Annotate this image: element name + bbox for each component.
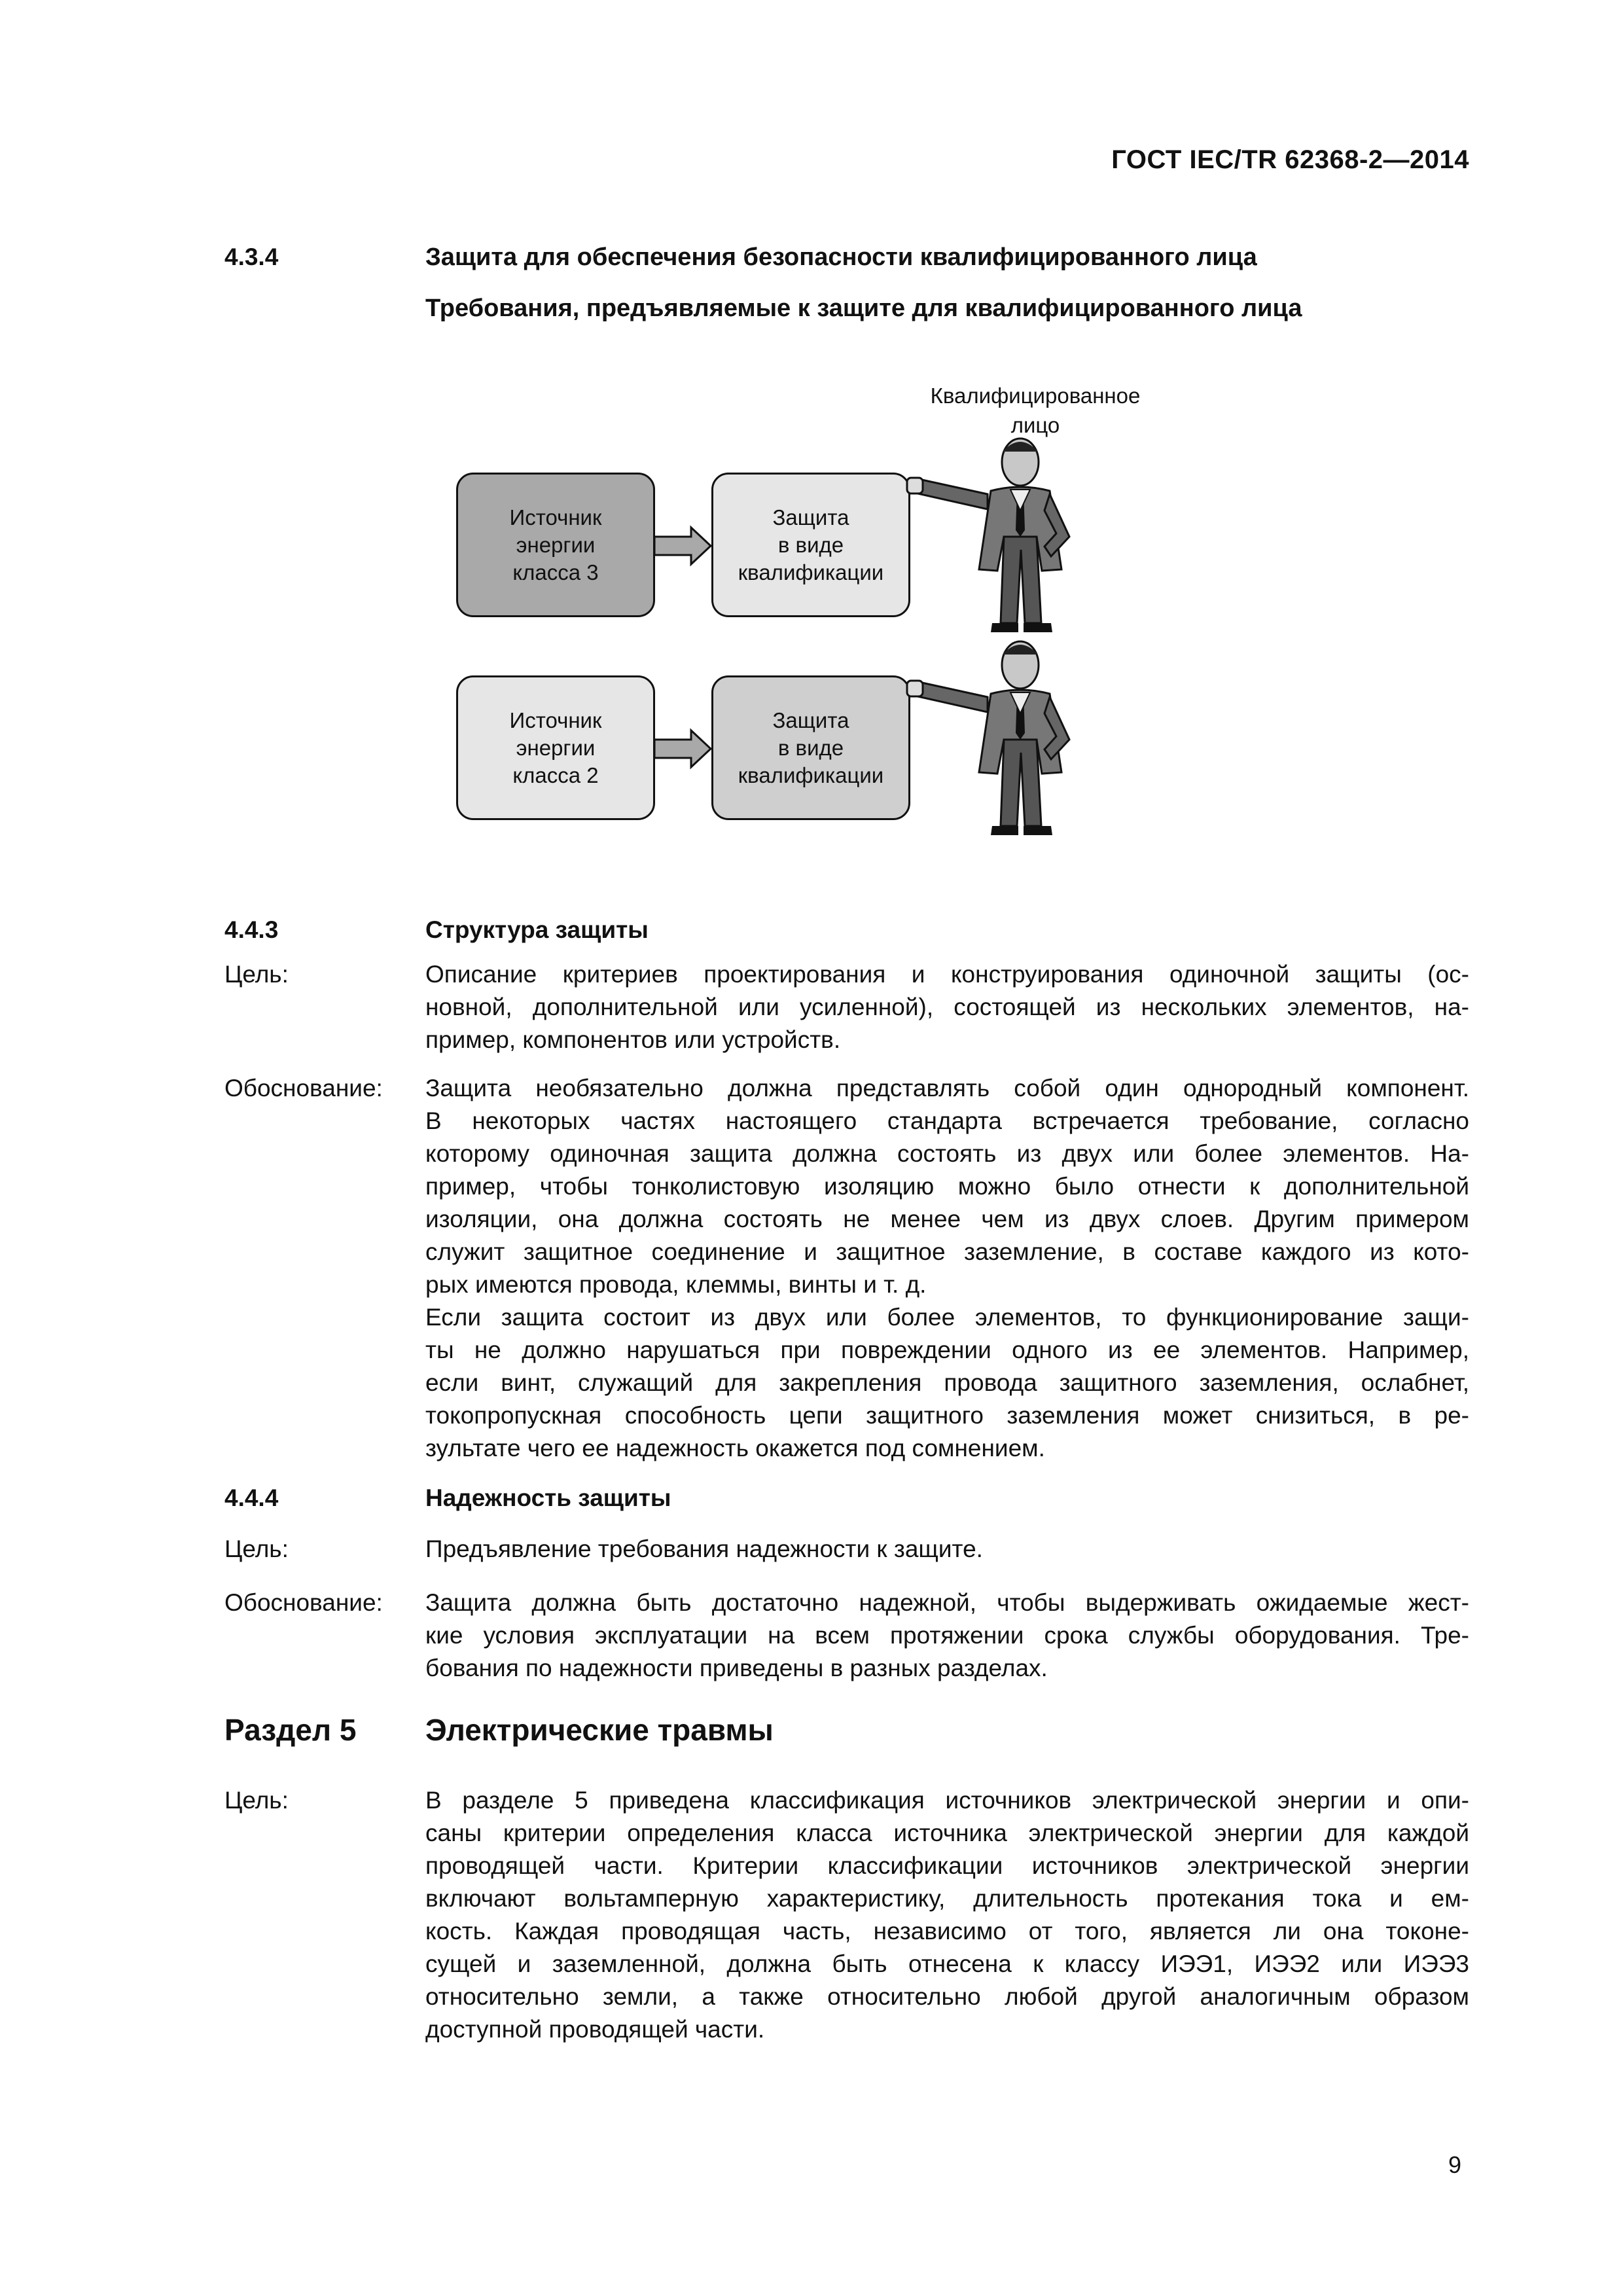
goal-text-443 bbox=[425, 958, 1469, 1056]
person-label-line: лицо bbox=[1010, 413, 1060, 437]
text-line: служит защитное соединение и защитное заземление, в составе каждого из кото- bbox=[425, 1238, 1469, 1265]
section-number-434: 4.3.4 bbox=[224, 243, 279, 270]
text-line: Защита должна быть достаточно надежной, чтобы выдерживать ожидаемые жест- bbox=[425, 1589, 1469, 1616]
goal-label: Цель: bbox=[224, 1535, 289, 1562]
box-text: Источник bbox=[509, 708, 602, 732]
section-title-444: Надежность защиты bbox=[425, 1484, 671, 1511]
document-id: ГОСТ IEC/TR 62368-2—2014 bbox=[1111, 145, 1469, 174]
goal-label: Цель: bbox=[224, 961, 289, 988]
qualified-person-icon bbox=[906, 635, 1102, 844]
rationale-text-443 bbox=[425, 1072, 1469, 1465]
box-text: Источник bbox=[509, 505, 602, 529]
text-line: Защита необязательно должна представлять собой один однородный компонент. bbox=[425, 1075, 1469, 1102]
qualified-person-icon bbox=[906, 432, 1102, 641]
text-line: Предъявление требования надежности к защите. bbox=[425, 1535, 983, 1562]
rationale-label: Обоснование: bbox=[224, 1075, 383, 1102]
page-number: 9 bbox=[1448, 2151, 1461, 2178]
section-number-5: Раздел 5 bbox=[224, 1713, 357, 1747]
text-line: кие условия эксплуатации на всем протяжении срока службы оборудования. Тре- bbox=[425, 1622, 1469, 1649]
text-line: ты не должно нарушаться при повреждении одного из ее элементов. Например, bbox=[425, 1336, 1469, 1363]
box-text: класса 2 bbox=[512, 762, 599, 787]
goal-text-5 bbox=[425, 1784, 1469, 2046]
text-line: если винт, служащий для закрепления провода защитного заземления, ослабнет, bbox=[425, 1369, 1469, 1396]
section-title-5: Электрические травмы bbox=[425, 1713, 774, 1747]
goal-text-444 bbox=[425, 1533, 1469, 1566]
text-line: саны критерии определения класса источника электрической энергии для каждой bbox=[425, 1820, 1469, 1846]
box-text: квалификации bbox=[738, 762, 884, 787]
text-line: Если защита состоит из двух или более элементов, то функционирование защи- bbox=[425, 1304, 1469, 1331]
text-line: пример, компонентов или устройств. bbox=[425, 1026, 841, 1053]
text-line: В некоторых частях настоящего стандарта встречается требование, согласно bbox=[425, 1107, 1469, 1134]
safeguard-qualification-box bbox=[711, 473, 910, 617]
section-title-434: Защита для обеспечения безопасности квалифицированного лица bbox=[425, 243, 1257, 271]
box-text: Защита bbox=[772, 708, 849, 732]
person-label bbox=[924, 381, 1147, 440]
text-line: бования по надежности приведены в разных разделах. bbox=[425, 1655, 1048, 1681]
arrow-right-icon bbox=[653, 525, 713, 567]
text-line: проводящей части. Критерии классификации источников электрической энергии bbox=[425, 1852, 1469, 1879]
text-line: рых имеются провода, клеммы, винты и т. д. bbox=[425, 1271, 927, 1298]
goal-label: Цель: bbox=[224, 1787, 289, 1814]
text-line: включают вольтамперную характеристику, длительность протекания тока и ем- bbox=[425, 1885, 1469, 1912]
energy-source-class2-box bbox=[456, 675, 655, 820]
safeguard-qualification-box bbox=[711, 675, 910, 820]
box-text: в виде bbox=[777, 735, 844, 760]
arrow-right-icon bbox=[653, 728, 713, 770]
energy-source-class3-box bbox=[456, 473, 655, 617]
text-line: В разделе 5 приведена классификация источников электрической энергии и опи- bbox=[425, 1787, 1469, 1814]
text-line: зультате чего ее надежность окажется под сомнением. bbox=[425, 1435, 1045, 1462]
text-line: токопропускная способность цепи защитного заземления может снизиться, в ре- bbox=[425, 1402, 1469, 1429]
text-line: Описание критериев проектирования и конструирования одиночной защиты (ос- bbox=[425, 961, 1469, 988]
section-number-444: 4.4.4 bbox=[224, 1484, 279, 1511]
person-label-line: Квалифицированное bbox=[930, 384, 1141, 408]
text-line: пример, чтобы тонколистовую изоляцию можно было отнести к дополнительной bbox=[425, 1173, 1469, 1200]
text-line: относительно земли, а также относительно любой другой аналогичным образом bbox=[425, 1983, 1469, 2010]
box-text: квалификации bbox=[738, 560, 884, 584]
box-text: энергии bbox=[516, 532, 596, 557]
text-line: которому одиночная защита должна состоять из двух или более элементов. На- bbox=[425, 1140, 1469, 1167]
section-title-443: Структура защиты bbox=[425, 916, 649, 943]
rationale-label: Обоснование: bbox=[224, 1589, 383, 1616]
text-line: изоляции, она должна состоять не менее чем из двух слоев. Другим примером bbox=[425, 1206, 1469, 1232]
box-text: энергии bbox=[516, 735, 596, 760]
text-line: сущей и заземленной, должна быть отнесена к классу ИЭЭ1, ИЭЭ2 или ИЭЭ3 bbox=[425, 1950, 1469, 1977]
qualified-person-figure bbox=[425, 367, 1178, 864]
text-line: кость. Каждая проводящая часть, независимо от того, является ли она токоне- bbox=[425, 1918, 1469, 1945]
rationale-text-444 bbox=[425, 1587, 1469, 1685]
box-text: класса 3 bbox=[512, 560, 599, 584]
text-line: новной, дополнительной или усиленной), состоящей из нескольких элементов, на- bbox=[425, 994, 1469, 1020]
text-line: доступной проводящей части. bbox=[425, 2016, 765, 2043]
section-number-443: 4.4.3 bbox=[224, 916, 279, 943]
box-text: Защита bbox=[772, 505, 849, 529]
box-text: в виде bbox=[777, 532, 844, 557]
section-subtitle-434: Требования, предъявляемые к защите для квалифицированного лица bbox=[425, 295, 1302, 322]
